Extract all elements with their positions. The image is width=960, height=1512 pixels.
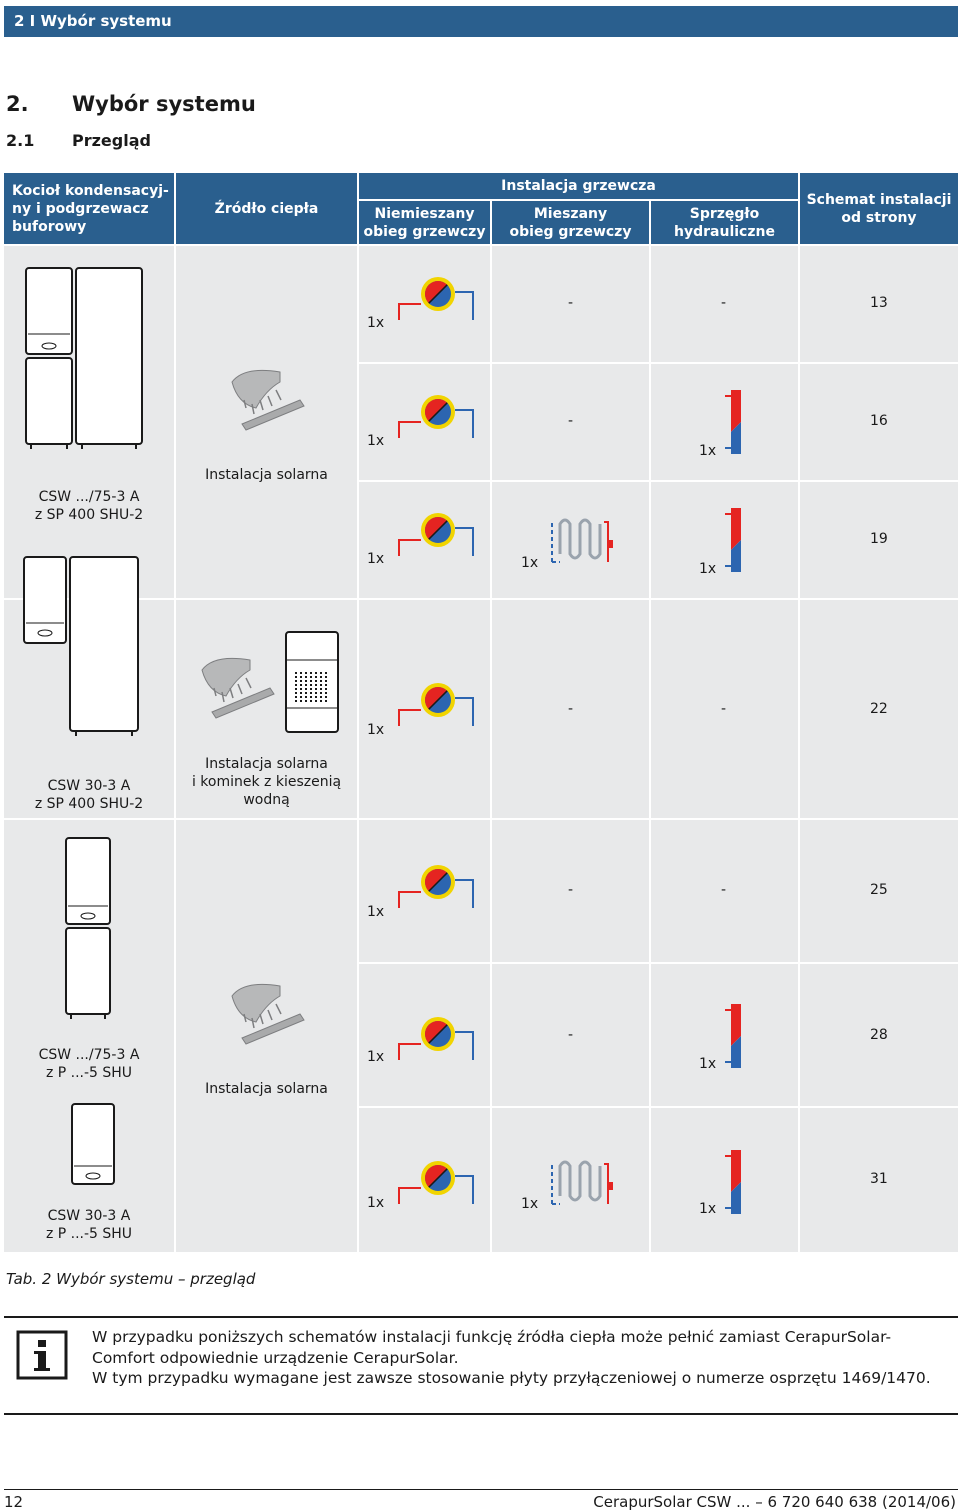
document-reference: CerapurSolar CSW ... – 6 720 640 638 (2014/06) (593, 1493, 956, 1511)
row-3-mixed-value: 1x (521, 555, 539, 571)
row-1-unmixed-value: 1x (367, 315, 385, 331)
row-5-hydraulic-value: - (721, 882, 727, 898)
group-3-boiler-label: CSW .../75-3 A z P ...-5 SHU (38, 1047, 140, 1081)
footer-rule (4, 1489, 958, 1490)
row-5-page-value[interactable]: 25 (870, 882, 888, 898)
group-3-source-label: Instalacja solarna (205, 1081, 328, 1097)
fireplace-icon (284, 630, 340, 736)
heading-2 (6, 131, 151, 150)
heading-1 (6, 92, 256, 116)
hydraulic-separator-icon (725, 506, 745, 574)
solar-collector-icon (196, 656, 278, 726)
row-7-mixed-value: 1x (521, 1196, 539, 1212)
row-4-mixed-value: - (568, 701, 574, 717)
hydraulic-separator-icon (725, 1002, 745, 1070)
col-header-hydraulic: Sprzęgło hydrauliczne (651, 201, 798, 244)
col-header-mixed: Mieszany obieg grzewczy (492, 201, 649, 244)
mixer-coil-icon (548, 1154, 616, 1210)
row-7-hydraulic-value: 1x (699, 1201, 717, 1217)
page-number: 12 (4, 1493, 24, 1511)
row-2-page-value[interactable]: 16 (870, 413, 888, 429)
heading-1-number: 2. (6, 92, 29, 116)
row-4-unmixed-value: 1x (367, 722, 385, 738)
row-1-mixed-value: - (568, 295, 574, 311)
info-text: W przypadku poniższych schematów instalacji funkcję źródła ciepła może pełnić zamiast CerapurSolar-Comfort odpowiednie urządzenie CerapurSolar. W tym przypadku wymagane jest zawsze stosowanie płyty przyłączeniowej o numerze osprzętu 1469/1470. (92, 1328, 931, 1387)
heading-2-title: Przegląd (72, 131, 151, 150)
row-2-unmixed-value: 1x (367, 433, 385, 449)
wall-boiler-icon (70, 1102, 116, 1186)
circulation-pump-icon (397, 682, 477, 728)
circulation-pump-icon (397, 276, 477, 322)
solar-collector-icon (226, 982, 308, 1052)
info-rule-top (4, 1316, 958, 1318)
row-3-page-value[interactable]: 19 (870, 531, 888, 547)
col-header-source: Źródło ciepła (176, 173, 357, 244)
info-icon (16, 1330, 68, 1380)
group-1-boiler-label: CSW .../75-3 A z SP 400 SHU-2 (34, 489, 144, 523)
row-1-hydraulic-value: - (721, 295, 727, 311)
row-4-page-value[interactable]: 22 (870, 701, 888, 717)
info-rule-bottom (4, 1413, 958, 1415)
group-2-source-label: Instalacja solarna i kominek z kieszenią wodną (191, 756, 342, 808)
group-4-boiler-label: CSW 30-3 A z P ...-5 SHU (45, 1208, 133, 1242)
hydraulic-separator-icon (725, 388, 745, 456)
group-1-source-label: Instalacja solarna (205, 467, 328, 483)
boiler-with-tank-icon (20, 553, 144, 737)
col-header-page: Schemat instalacji od strony (800, 173, 958, 244)
row-6-hydraulic-value: 1x (699, 1056, 717, 1072)
chapter-header: 2 I Wybór systemu (4, 6, 958, 37)
row-4-hydraulic-value: - (721, 701, 727, 717)
row-5-unmixed-value: 1x (367, 904, 385, 920)
circulation-pump-icon (397, 1160, 477, 1206)
circulation-pump-icon (397, 512, 477, 558)
row-2-mixed-value: - (568, 413, 574, 429)
circulation-pump-icon (397, 864, 477, 910)
col-header-unmixed: Niemieszany obieg grzewczy (359, 201, 490, 244)
col-header-boiler: Kocioł kondensacyj- ny i podgrzewacz buforowy (4, 173, 174, 244)
row-1-page-value[interactable]: 13 (870, 295, 888, 311)
heading-1-title: Wybór systemu (72, 92, 256, 116)
row-6-mixed-value: - (568, 1027, 574, 1043)
col-header-install: Instalacja grzewcza (359, 173, 798, 199)
circulation-pump-icon (397, 1016, 477, 1062)
row-6-page-value[interactable]: 28 (870, 1027, 888, 1043)
row-7-page-value[interactable]: 31 (870, 1171, 888, 1187)
hydraulic-separator-icon (725, 1148, 745, 1216)
group-2-boiler-label: CSW 30-3 A z SP 400 SHU-2 (34, 778, 144, 812)
row-3-hydraulic-value: 1x (699, 561, 717, 577)
row-2-hydraulic-value: 1x (699, 443, 717, 459)
boiler-with-tank-icon (22, 266, 146, 450)
row-3-unmixed-value: 1x (367, 551, 385, 567)
heading-2-number: 2.1 (6, 131, 35, 150)
row-6-unmixed-value: 1x (367, 1049, 385, 1065)
table-caption: Tab. 2 Wybór systemu – przegląd (6, 1270, 256, 1288)
mixer-coil-icon (548, 512, 616, 568)
row-7-unmixed-value: 1x (367, 1195, 385, 1211)
circulation-pump-icon (397, 394, 477, 440)
solar-collector-icon (226, 368, 308, 438)
boiler-with-tank-icon (62, 836, 114, 1020)
row-5-mixed-value: - (568, 882, 574, 898)
